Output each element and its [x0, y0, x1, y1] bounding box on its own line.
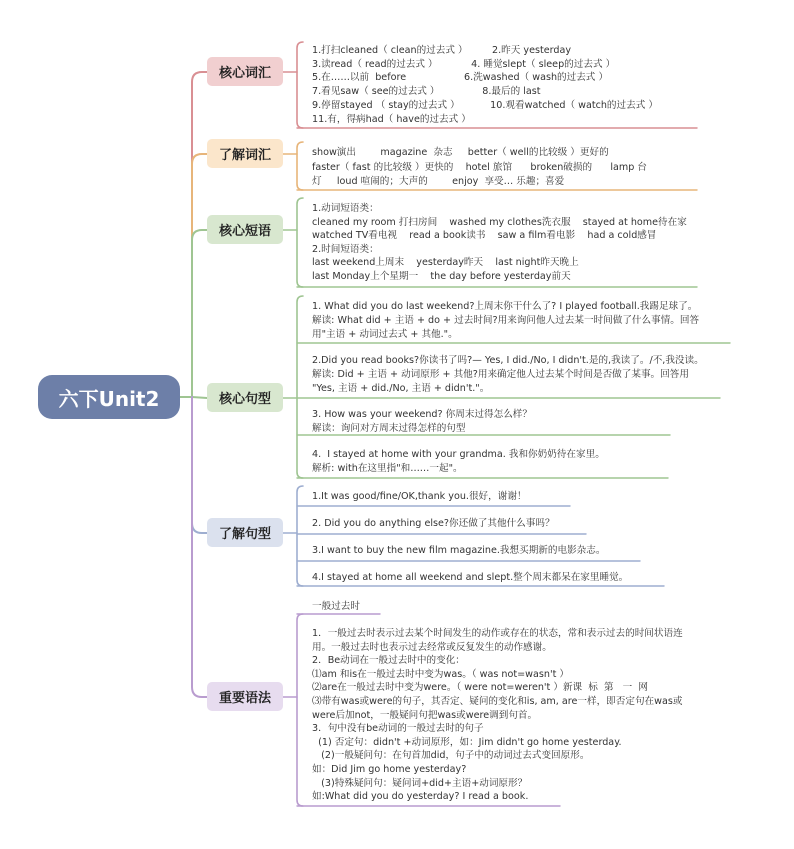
core-sentence-4 — [312, 448, 605, 476]
branch-label: 了解词汇 — [218, 148, 271, 163]
sentence-line: 3.I want to buy the new film magazine.我想买期新的电影杂志。 — [312, 545, 606, 556]
phrase-line: last Monday上个星期一 the day before yesterday前天 — [312, 270, 571, 282]
vocab-line: 7.看见saw（ see的过去式 ） 8.最后的 last — [312, 86, 541, 98]
sentence-line: 3. How was your weekend? 你周末过得怎么样？ — [312, 409, 532, 420]
sentence-line: 用"主语 + 动词过去式 + 其他."。 — [312, 329, 458, 340]
bracket-line — [297, 296, 303, 478]
branch-connector — [192, 230, 207, 397]
vocab-line: 灯 loud 喧闹的；大声的 enjoy 享受… 乐趣；喜爱 — [312, 176, 565, 187]
core-sentence-2 — [312, 354, 704, 396]
phrases-note — [312, 202, 687, 284]
vocab-line: faster（ fast 的比较级 ）更快的 hotel 旅馆 broken破损的 lamp 台 — [312, 161, 647, 173]
sentence-line: 4.I stayed at home all weekend and slept.整个周末都呆在家里睡觉。 — [312, 572, 629, 583]
extra-sentence-2 — [312, 517, 555, 531]
bracket-line — [297, 486, 303, 586]
branch-connector — [192, 397, 207, 533]
branch-connector — [192, 154, 207, 397]
branch-connector — [192, 397, 207, 697]
grammar-line: (3)特殊疑问句：疑问词+did+主语+动词原形？ — [312, 777, 528, 789]
grammar-line: ⑶带有was或were的句子，其否定、疑问的变化和is, am, are一样，即否定句在was或 — [312, 695, 683, 707]
core-vocab-note — [312, 44, 658, 126]
central-topic-label: 六下Unit2 — [58, 386, 160, 411]
branch-grammar — [207, 682, 283, 711]
phrase-line: 2.时间短语类： — [312, 243, 379, 255]
vocab-line: 11.有，得病had（ have的过去式 ） — [312, 113, 471, 125]
sentence-line: 2.Did you read books?你读书了吗?— Yes, I did./No, I didn't.是的,我读了。/不,我没读。 — [312, 355, 704, 366]
grammar-line: 用。一般过去时也表示过去经常或反复发生的动作感谢。 — [312, 641, 552, 653]
vocab-line: show演出 magazine 杂志 better（ well的比较级 ）更好的 — [312, 147, 609, 158]
grammar-heading: 一般过去时 — [312, 601, 360, 612]
sentence-line: 解析: with在这里指"和……一起"。 — [312, 463, 463, 474]
branch-connector — [192, 397, 207, 398]
phrase-line: watched TV看电视 read a book读书 saw a film看电影 had a cold感冒 — [312, 230, 657, 242]
branch-extra-vocab — [207, 139, 283, 168]
sentence-line: 4. I stayed at home with your grandma. 我和你奶奶待在家里。 — [312, 449, 605, 460]
grammar-line: were后加not，一般疑问句把was或were调到句首。 — [312, 709, 538, 721]
sentence-line: "Yes, 主语 + did./No, 主语 + didn't."。 — [312, 383, 490, 394]
bracket-line — [297, 198, 303, 287]
bracket-line — [297, 42, 303, 128]
grammar-body — [312, 627, 683, 804]
grammar-line: 如：Did Jim go home yesterday? — [312, 763, 467, 775]
bracket-line — [297, 614, 303, 806]
vocab-line: 5.在……以前 before 6.洗washed（ wash的过去式 ） — [312, 72, 609, 84]
grammar-line: 1．一般过去时表示过去某个时间发生的动作或存在的状态，常和表示过去的时间状语连 — [312, 628, 683, 639]
core-sentence-1 — [312, 300, 699, 342]
sentence-line: 1.It was good/fine/OK,thank you.很好，谢谢！ — [312, 491, 527, 502]
grammar-line: 3．句中没有be动词的一般过去时的句子 — [312, 723, 484, 735]
sentence-line: 解读: Did + 主语 + 动词原形 + 其他?用来确定他人过去某个时间是否做了某事。回答用 — [312, 369, 689, 380]
branch-core-phrases — [207, 215, 283, 244]
sentence-line: 解读: What did + 主语 + do + 过去时间?用来询问他人过去某一时间做了什么事情。回答 — [312, 315, 700, 326]
core-sentence-3 — [312, 408, 532, 436]
grammar-line: (2)一般疑问句：在句首加did，句子中的动词过去式变回原形。 — [312, 750, 590, 762]
phrase-line: cleaned my room 打扫房间 washed my clothes洗衣服 stayed at home待在家 — [312, 216, 687, 228]
branch-core-vocab — [207, 57, 283, 86]
sentence-line: 解读：询问对方周末过得怎样的句型 — [312, 423, 466, 434]
extra-sentence-4 — [312, 571, 628, 585]
branch-label: 重要语法 — [218, 691, 271, 706]
grammar-line: ⑴am 和is在一般过去时中变为was。（ was not=wasn't ） — [312, 668, 569, 680]
phrase-line: 1.动词短语类： — [312, 203, 379, 214]
vocab-line: 9.停留stayed （ stay的过去式 ） 10.观看watched（ watch的过去式 ） — [312, 99, 658, 111]
sentence-line: 1. What did you do last weekend?上周末你干什么了? I played football.我踢足球了。 — [312, 301, 698, 312]
extra-sentence-3 — [312, 544, 605, 558]
sentence-line: 2. Did you do anything else?你还做了其他什么事吗？ — [312, 518, 555, 529]
branch-label: 核心词汇 — [218, 66, 271, 81]
extra-vocab-note — [312, 146, 647, 190]
phrase-line: last weekend上周末 yesterday昨天 last night昨天晚上 — [312, 257, 579, 269]
vocab-line: 3.读read（ read的过去式 ） 4. 睡觉slept（ sleep的过去式 ） — [312, 58, 616, 70]
vocab-line: 1.打扫cleaned（ clean的过去式 ） 2.昨天 yesterday — [312, 45, 572, 56]
bracket-line — [297, 142, 303, 190]
branch-label: 核心短语 — [218, 224, 271, 239]
grammar-line: ⑵are在一般过去时中变为were。（ were not=weren't ）新课 标 第 一 网 — [312, 682, 648, 694]
grammar-line: 2．Be动词在一般过去时中的变化： — [312, 655, 465, 667]
branch-label: 核心句型 — [218, 392, 271, 407]
grammar-line: (1) 否定句：didn't +动词原形，如：Jim didn't go home yesterday. — [312, 736, 622, 748]
branch-label: 了解句型 — [218, 527, 271, 542]
branch-extra-sentences — [207, 518, 283, 547]
grammar-line: 如:What did you do yesterday? I read a book. — [312, 791, 529, 803]
branch-core-sentences — [207, 383, 283, 412]
extra-sentence-1 — [312, 490, 527, 504]
central-topic — [38, 375, 180, 419]
